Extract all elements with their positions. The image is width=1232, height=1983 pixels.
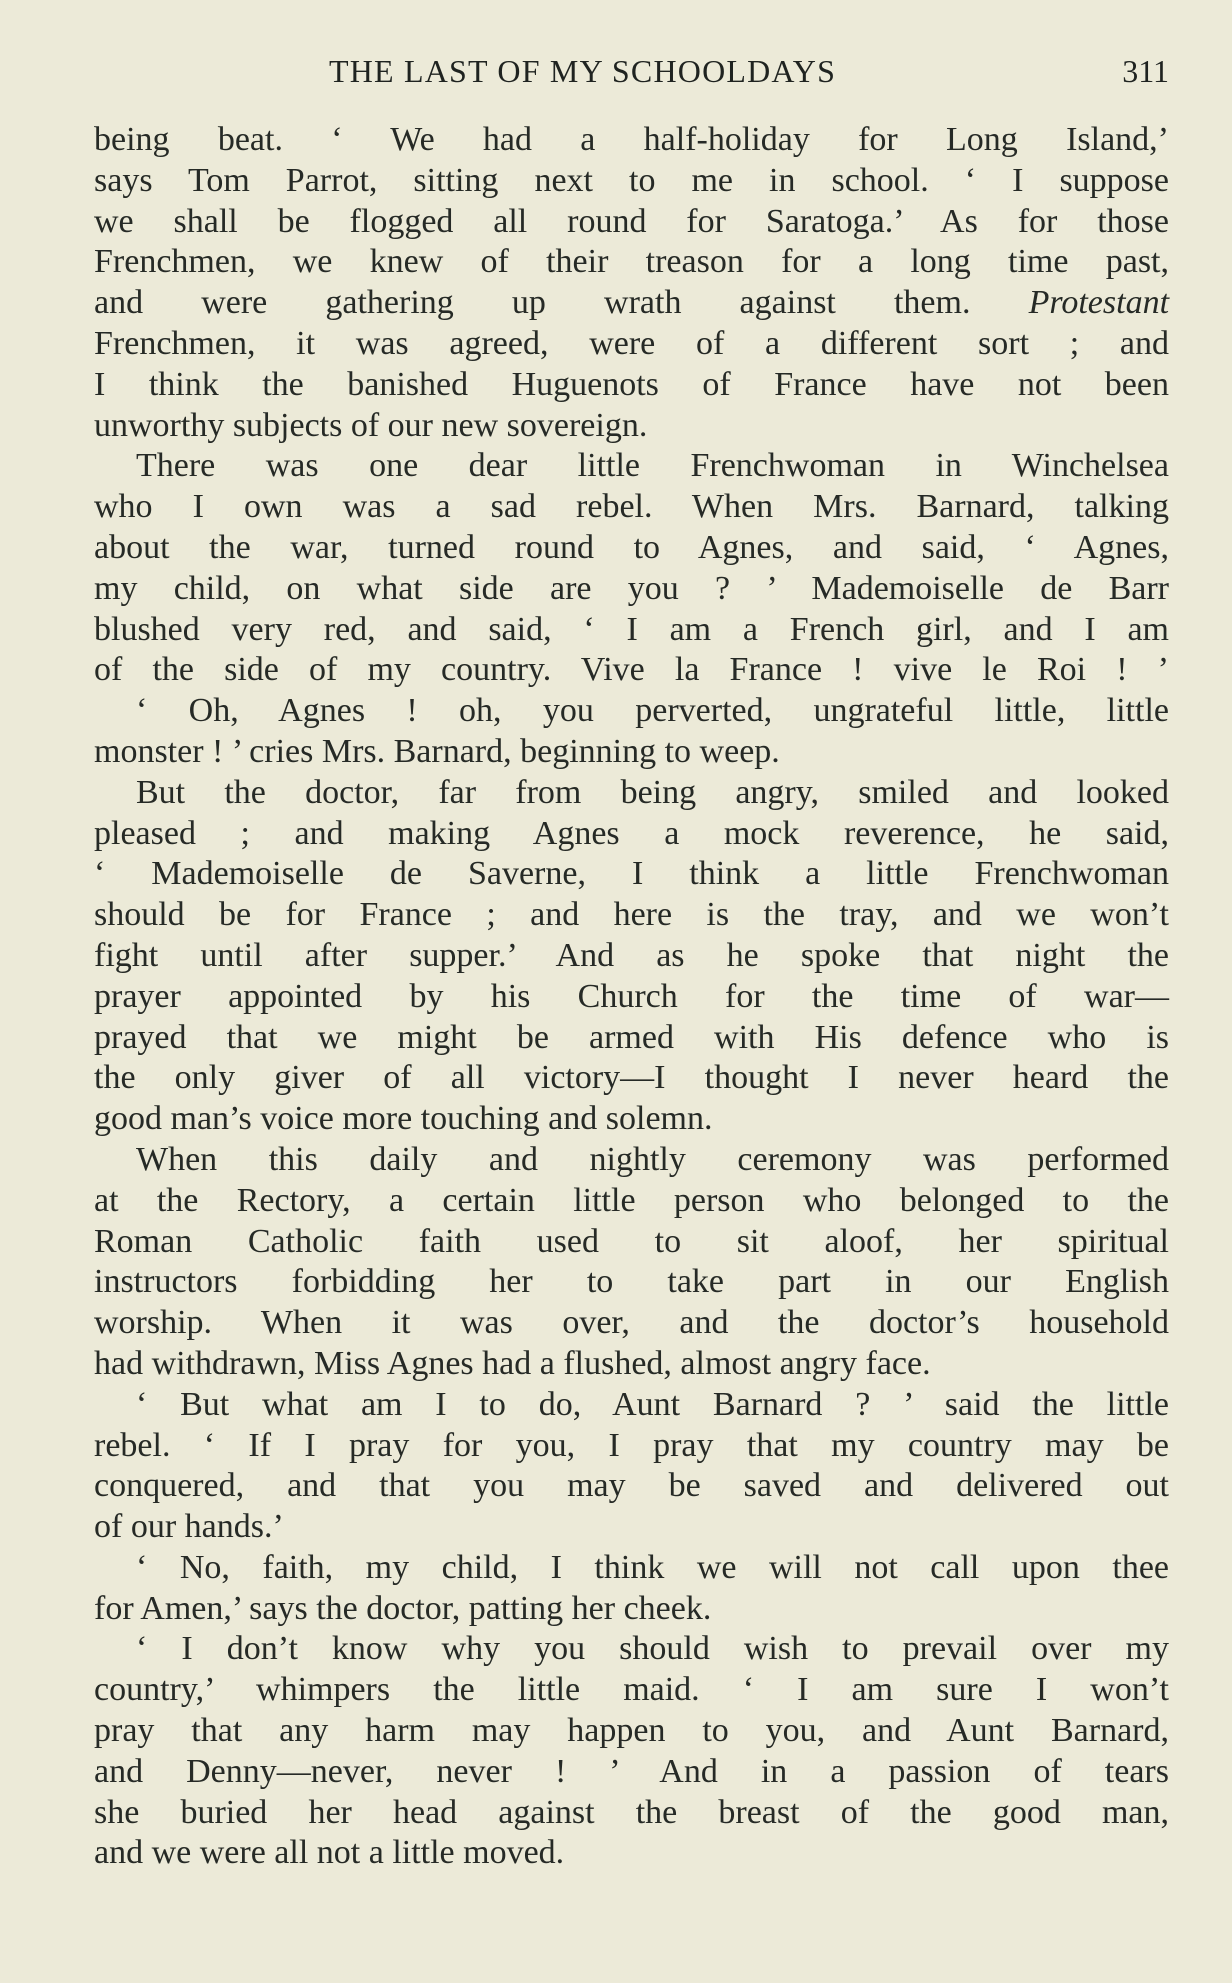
text-line: instructors forbidding her to take part in our English (94, 1263, 1169, 1301)
body-text (94, 120, 1169, 1874)
text-line: had withdrawn, Miss Agnes had a flushed, almost angry face. (94, 1344, 931, 1382)
text-line: she buried her head against the breast of the good man, (94, 1793, 1169, 1831)
text-line: for Amen,’ says the doctor, patting her cheek. (94, 1589, 712, 1627)
text-line: my child, on what side are you ? ’ Mademoiselle de Barr (94, 569, 1169, 607)
text-line: blushed very red, and said, ‘ I am a French girl, and I am (94, 610, 1169, 648)
text-line: fight until after supper.’ And as he spoke that night the (94, 936, 1169, 974)
text-line: the only giver of all victory—I thought I never heard the (94, 1059, 1169, 1097)
text-line: Frenchmen, we knew of their treason for a long time past, (94, 243, 1169, 281)
text-line: says Tom Parrot, sitting next to me in school. ‘ I suppose (94, 161, 1169, 199)
text-line: and Denny—never, never ! ’ And in a passion of tears (94, 1752, 1169, 1790)
text-line: ‘ Mademoiselle de Saverne, I think a little Frenchwoman (94, 855, 1169, 893)
text-line: ‘ Oh, Agnes ! oh, you perverted, ungrateful little, little (136, 692, 1169, 730)
text-line-roman: and were gathering up wrath against them. (94, 284, 971, 322)
text-line: When this daily and nightly ceremony was performed (136, 1140, 1169, 1178)
text-line: worship. When it was over, and the doctor’s household (94, 1304, 1169, 1342)
text-line: There was one dear little Frenchwoman in Winchelsea (136, 447, 1169, 485)
text-line: being beat. ‘ We had a half-holiday for Long Island,’ (94, 121, 1169, 158)
text-line: But the doctor, far from being angry, smiled and looked (136, 773, 1169, 811)
text-line: about the war, turned round to Agnes, and said, ‘ Agnes, (94, 528, 1169, 566)
page-number: 311 (1122, 53, 1169, 89)
text-line: prayed that we might be armed with His defence who is (94, 1018, 1169, 1056)
text-line: who I own was a sad rebel. When Mrs. Barnard, talking (94, 488, 1169, 526)
text-line: and we were all not a little moved. (94, 1834, 565, 1872)
text-line: pray that any harm may happen to you, and Aunt Barnard, (94, 1712, 1169, 1750)
text-line: of our hands.’ (94, 1508, 284, 1546)
page-header (94, 48, 1169, 94)
running-title: THE LAST OF MY SCHOOLDAYS (329, 53, 837, 89)
text-line: we shall be flogged all round for Saratoga.’ As for those (94, 202, 1169, 240)
text-line: should be for France ; and here is the tray, and we won’t (94, 896, 1169, 934)
text-line: conquered, and that you may be saved and delivered out (94, 1467, 1169, 1505)
text-line: Frenchmen, it was agreed, were of a different sort ; and (94, 324, 1169, 362)
text-line: ‘ But what am I to do, Aunt Barnard ? ’ said the little (136, 1385, 1169, 1423)
text-line: at the Rectory, a certain little person who belonged to the (94, 1181, 1169, 1219)
text-line (94, 283, 1169, 324)
text-line: ‘ I don’t know why you should wish to prevail over my (136, 1630, 1169, 1668)
text-line: of the side of my country. Vive la France ! vive le Roi ! ’ (94, 651, 1169, 689)
text-line-italic: Protestant (1028, 284, 1170, 322)
text-line: monster ! ’ cries Mrs. Barnard, beginning to weep. (94, 732, 780, 770)
text-line: country,’ whimpers the little maid. ‘ I am sure I won’t (94, 1671, 1169, 1709)
text-line: pleased ; and making Agnes a mock reverence, he said, (94, 814, 1169, 852)
text-line: Roman Catholic faith used to sit aloof, her spiritual (94, 1222, 1169, 1260)
text-line: ‘ No, faith, my child, I think we will not call upon thee (136, 1548, 1169, 1586)
text-line: good man’s voice more touching and solemn. (94, 1100, 713, 1138)
text-line: I think the banished Huguenots of France have not been (94, 365, 1169, 403)
text-line: unworthy subjects of our new sovereign. (94, 406, 648, 444)
text-line: prayer appointed by his Church for the time of war— (94, 977, 1169, 1015)
text-line: rebel. ‘ If I pray for you, I pray that my country may be (94, 1426, 1169, 1464)
